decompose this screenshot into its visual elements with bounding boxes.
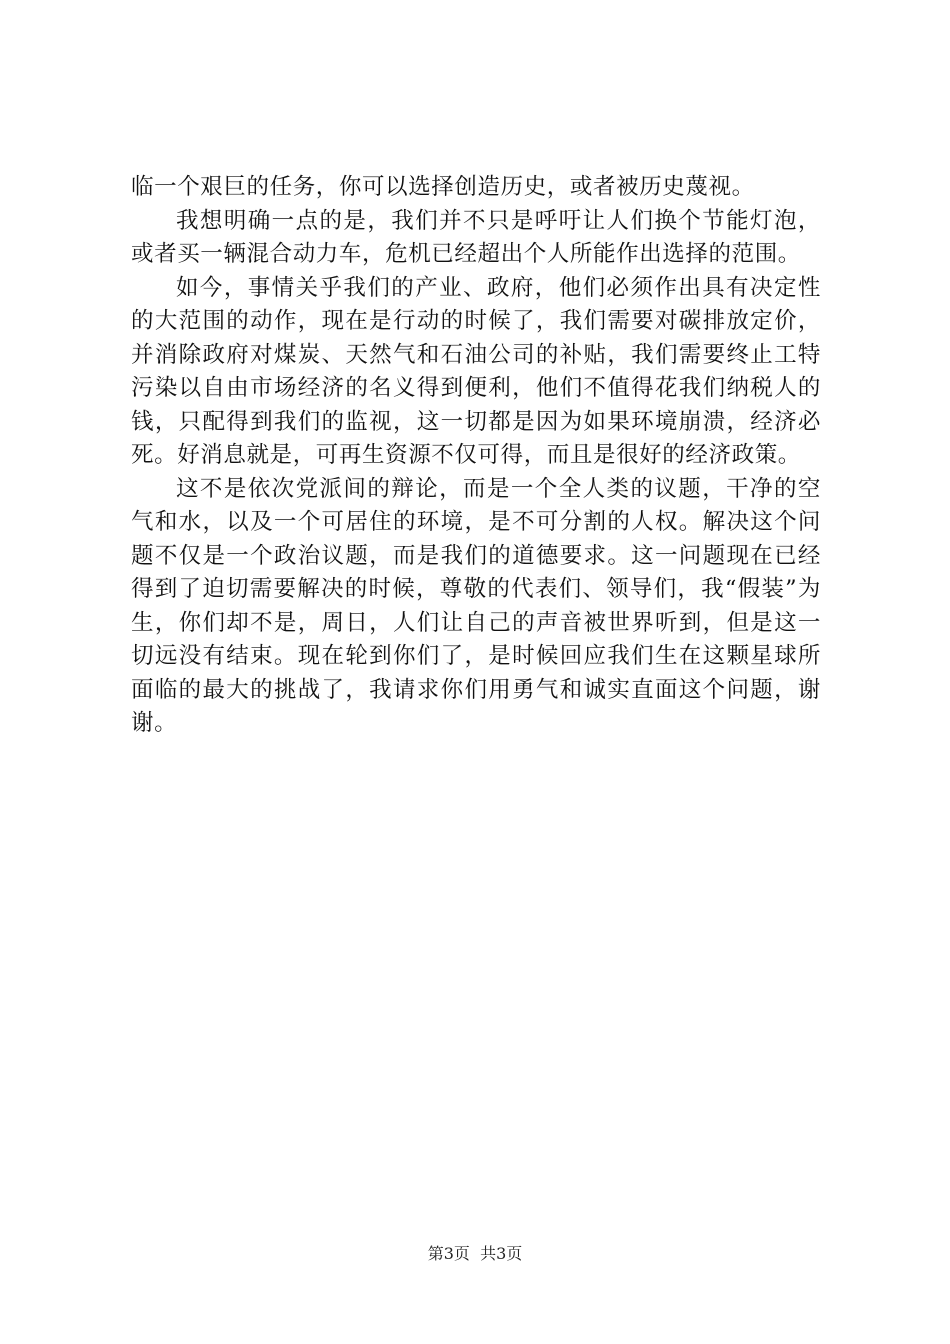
- document-body: [131, 171, 821, 741]
- page-footer: [0, 1244, 950, 1264]
- paragraph-continuation: 临一个艰巨的任务，你可以选择创造历史，或者被历史蔑视。: [131, 174, 755, 200]
- page-number-label: 第3页 共3页: [427, 1244, 523, 1263]
- paragraph: 如今，事情关乎我们的产业、政府，他们必须作出具有决定性的大范围的动作，现在是行动的时候了，我们需要对碳排放定价，并消除政府对煤炭、天然气和石油公司的补贴，我们需要终止工特污染以自由市场经济的名义得到便利，他们不值得花我们纳税人的钱，只配得到我们的监视，这一切都是因为如果环境崩溃，经济必死。好消息就是，可再生资源不仅可得，而且是很好的经济政策。: [131, 274, 821, 468]
- paragraph: 我想明确一点的是，我们并不只是呼吁让人们换个节能灯泡，或者买一辆混合动力车，危机已经超出个人所能作出选择的范围。: [131, 207, 821, 267]
- paragraph: 这不是依次党派间的辩论，而是一个全人类的议题，干净的空气和水，以及一个可居住的环境，是不可分割的人权。解决这个问题不仅是一个政治议题，而是我们的道德要求。这一问题现在已经得到了迫切需要解决的时候，尊敬的代表们、领导们，我“假装”为生，你们却不是，周日，人们让自己的声音被世界听到，但是这一切远没有结束。现在轮到你们了，是时候回应我们生在这颗星球所面临的最大的挑战了，我请求你们用勇气和诚实直面这个问题，谢谢。: [131, 475, 821, 736]
